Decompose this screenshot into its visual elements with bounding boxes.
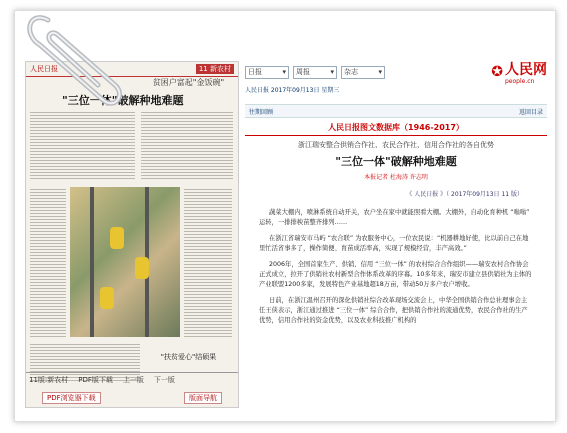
- paragraph: 蔬菜大棚内，喷淋系统自动开关，农户坐在家中就能照看大棚。大棚外，自动化育种机 “嗡嗡” 运转，一排排秧苗整齐排列……: [259, 209, 530, 226]
- page-navigation-button[interactable]: 版面导航: [184, 392, 222, 404]
- daily-select[interactable]: 日报 ▾: [245, 66, 289, 79]
- article-panel: [245, 61, 547, 413]
- paragraph: 日前，在浙江温州召开的深化供销社综合改革现场交流会上，中华全国供销合作总社理事会主任王侠表示，浙江通过推进 “三位一体” 综合合作，把供销合作社的流通优势，农民合作社的生产优势，信用合作社的资金优势，以及农业科技推广机构的: [259, 297, 528, 324]
- chevron-down-icon: ▾: [282, 68, 286, 76]
- magazine-select[interactable]: 杂志 ▾: [341, 66, 385, 79]
- past-issues-link[interactable]: 往期回顾: [249, 108, 274, 116]
- people-logo[interactable]: ✪ 人民网 people.cn: [491, 62, 547, 85]
- text-column: [30, 187, 66, 337]
- page-footer: [26, 372, 238, 387]
- paragraph: 2006年，全国首家生产、供销、信用 “三位一体” 的农村综合合作组织——瑞安农村合作协会正式成立，拉开了供销社农村新型合作体系改革的序幕。10多年来，瑞安市建立县供销社为主体的产业联盟1200多家，发展特色产业基地超18万亩，带动50万多户农户增收。: [259, 261, 532, 288]
- back-to-index-link[interactable]: 返回目录: [518, 108, 543, 116]
- page-buttons: [26, 391, 238, 405]
- article-intro: 浙江瑞安整合供销合作社、农民合作社、信用合作社的各自优势: [298, 141, 494, 149]
- issue-date: 人民日报 2017年09月13日 星期三: [245, 87, 340, 94]
- text-column: [184, 187, 232, 337]
- paperclip-icon: [18, 0, 128, 120]
- next-page-link[interactable]: 下一版: [153, 376, 175, 384]
- logo-icon: ✪: [491, 64, 503, 80]
- article-source: 《 人民日报 》（ 2017年09月13日 11 版）: [406, 191, 523, 198]
- article-title: "三位一体"破解种地难题: [335, 155, 457, 168]
- text-column: [30, 110, 135, 180]
- article-body: [245, 208, 547, 326]
- masthead: 人民日报: [30, 65, 58, 73]
- text-column: [141, 110, 233, 180]
- chevron-down-icon: ▾: [378, 68, 382, 76]
- pdf-download-link[interactable]: PDF版下载: [78, 376, 113, 384]
- page-label: 11版:新农村: [29, 376, 69, 384]
- subhead[interactable]: 贫困户富起"金饭碗": [152, 78, 225, 87]
- top-bar: [245, 61, 547, 83]
- pdf-browser-download-button[interactable]: PDF浏览器下载: [42, 392, 101, 404]
- side-article-title[interactable]: "扶贫爱心"结硕果: [160, 353, 217, 361]
- paragraph: 在浙江省瑞安市马屿 “农合联” 为农服务中心，一位农民说：“机器耕地好使，比以前自己在地里忙活省事多了，操作简便、育苗成活率高，实现了规模经营，丰产高效。”: [259, 235, 529, 252]
- chevron-down-icon: ▾: [330, 68, 334, 76]
- weekly-select[interactable]: 周报 ▾: [293, 66, 337, 79]
- headline-link[interactable]: "三位一体"破解种地难题: [62, 94, 184, 107]
- prev-page-link[interactable]: 上一版: [122, 376, 144, 384]
- nav-row: [245, 104, 547, 118]
- news-photo[interactable]: [70, 187, 180, 337]
- database-title: 人民日报图文数据库（1946-2017）: [245, 122, 547, 136]
- article-author: 本报记者 杜海涛 许志明: [364, 174, 428, 181]
- page-number: 11 新农村: [196, 64, 234, 74]
